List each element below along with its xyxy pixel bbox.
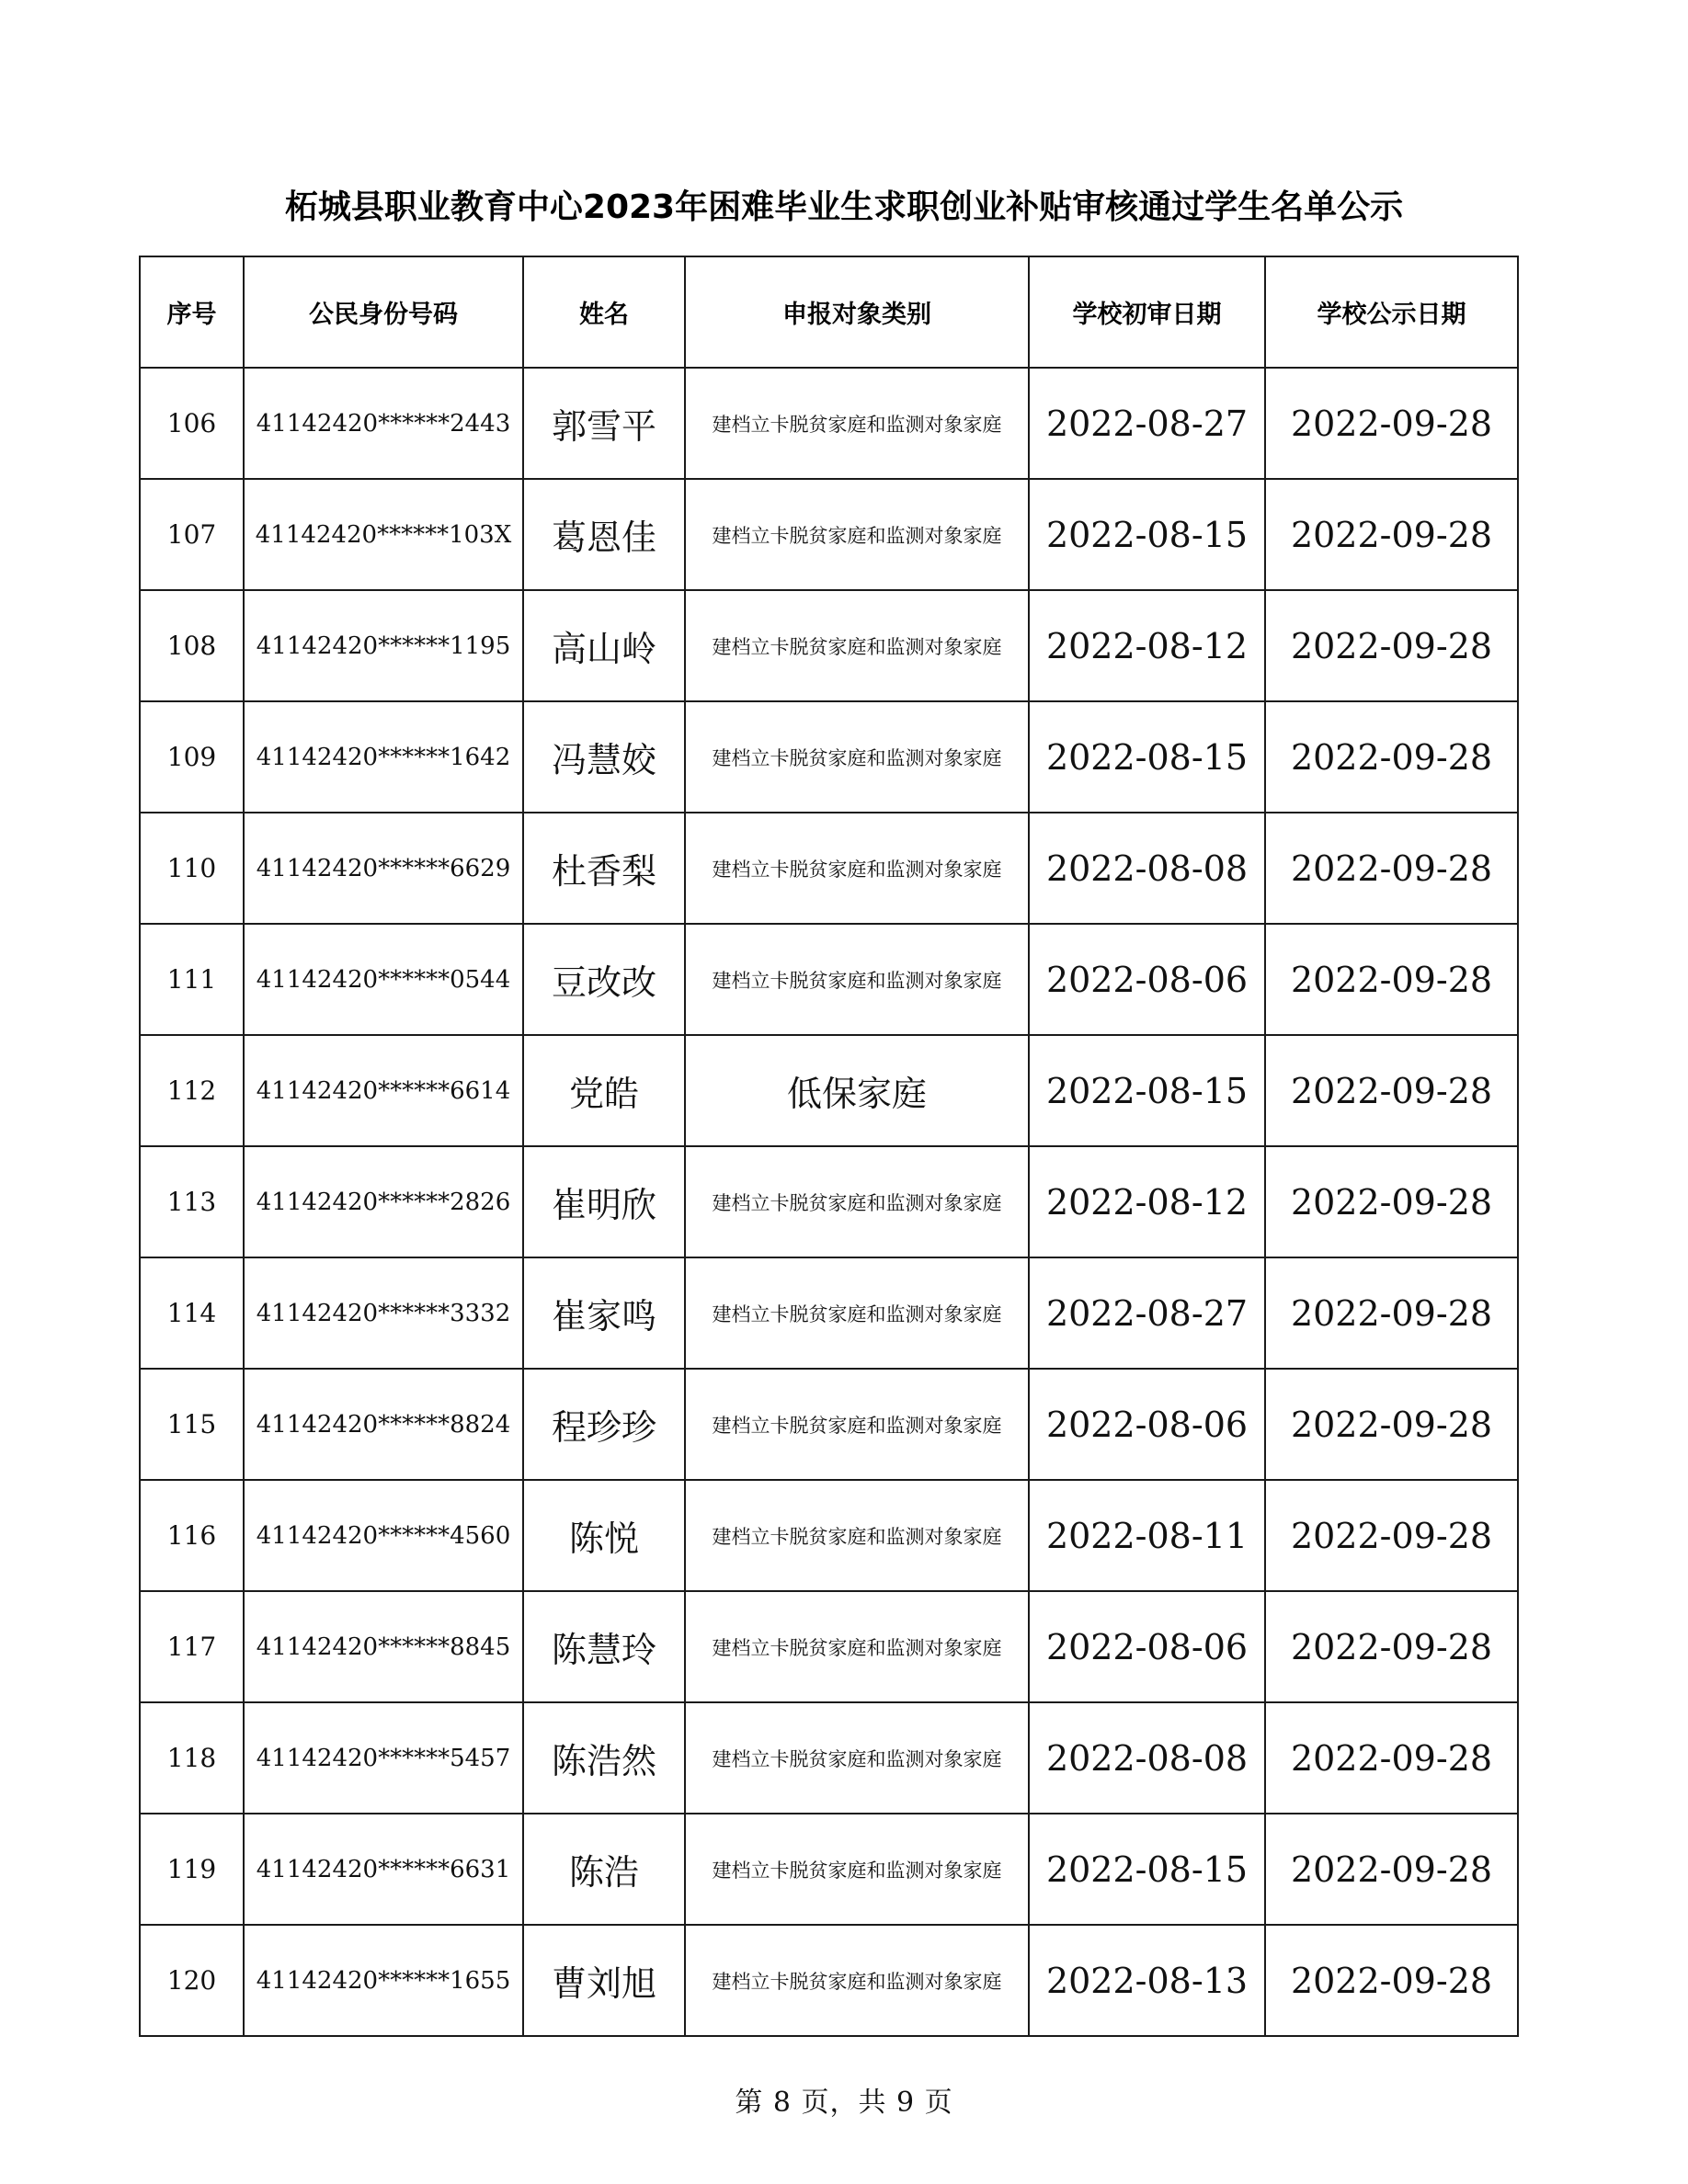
cell-category: 建档立卡脱贫家庭和监测对象家庭 <box>685 1814 1029 1925</box>
cell-id-number: 41142420******8824 <box>244 1369 523 1480</box>
cell-seq: 113 <box>140 1146 244 1257</box>
cell-review-date: 2022-08-12 <box>1029 590 1265 701</box>
cell-seq: 106 <box>140 368 244 479</box>
cell-publicize-date: 2022-09-28 <box>1265 1480 1518 1591</box>
cell-category: 低保家庭 <box>685 1035 1029 1146</box>
cell-seq: 111 <box>140 924 244 1035</box>
table-row <box>140 1814 1518 1925</box>
cell-id-number: 41142420******5457 <box>244 1702 523 1814</box>
table-row <box>140 1257 1518 1369</box>
cell-category: 建档立卡脱贫家庭和监测对象家庭 <box>685 701 1029 813</box>
cell-review-date: 2022-08-06 <box>1029 1369 1265 1480</box>
cell-id-number: 41142420******1195 <box>244 590 523 701</box>
cell-seq: 115 <box>140 1369 244 1480</box>
cell-id-number: 41142420******2443 <box>244 368 523 479</box>
cell-name: 杜香梨 <box>523 813 685 924</box>
cell-seq: 116 <box>140 1480 244 1591</box>
table-row <box>140 701 1518 813</box>
cell-seq: 112 <box>140 1035 244 1146</box>
cell-publicize-date: 2022-09-28 <box>1265 1257 1518 1369</box>
cell-seq: 109 <box>140 701 244 813</box>
cell-id-number: 41142420******2826 <box>244 1146 523 1257</box>
table-row <box>140 1035 1518 1146</box>
cell-seq: 108 <box>140 590 244 701</box>
cell-category: 建档立卡脱贫家庭和监测对象家庭 <box>685 813 1029 924</box>
cell-category: 建档立卡脱贫家庭和监测对象家庭 <box>685 1257 1029 1369</box>
cell-seq: 117 <box>140 1591 244 1702</box>
table-row <box>140 1702 1518 1814</box>
document-title: 柘城县职业教育中心2023年困难毕业生求职创业补贴审核通过学生名单公示 <box>284 188 1404 226</box>
cell-id-number: 41142420******6631 <box>244 1814 523 1925</box>
header-id-number: 公民身份号码 <box>244 256 523 368</box>
cell-name: 程珍珍 <box>523 1369 685 1480</box>
cell-seq: 114 <box>140 1257 244 1369</box>
table-row <box>140 813 1518 924</box>
cell-review-date: 2022-08-06 <box>1029 1591 1265 1702</box>
cell-review-date: 2022-08-27 <box>1029 1257 1265 1369</box>
cell-name: 陈浩然 <box>523 1702 685 1814</box>
cell-id-number: 41142420******8845 <box>244 1591 523 1702</box>
cell-name: 陈悦 <box>523 1480 685 1591</box>
table-row <box>140 1369 1518 1480</box>
cell-review-date: 2022-08-15 <box>1029 1035 1265 1146</box>
cell-publicize-date: 2022-09-28 <box>1265 1702 1518 1814</box>
cell-category: 建档立卡脱贫家庭和监测对象家庭 <box>685 1146 1029 1257</box>
cell-seq: 120 <box>140 1925 244 2036</box>
cell-review-date: 2022-08-15 <box>1029 1814 1265 1925</box>
cell-publicize-date: 2022-09-28 <box>1265 1146 1518 1257</box>
cell-publicize-date: 2022-09-28 <box>1265 590 1518 701</box>
cell-review-date: 2022-08-15 <box>1029 701 1265 813</box>
cell-id-number: 41142420******1655 <box>244 1925 523 2036</box>
table-row <box>140 479 1518 590</box>
cell-publicize-date: 2022-09-28 <box>1265 1814 1518 1925</box>
cell-review-date: 2022-08-11 <box>1029 1480 1265 1591</box>
cell-publicize-date: 2022-09-28 <box>1265 1369 1518 1480</box>
cell-category: 建档立卡脱贫家庭和监测对象家庭 <box>685 1480 1029 1591</box>
header-review-date: 学校初审日期 <box>1029 256 1265 368</box>
cell-publicize-date: 2022-09-28 <box>1265 1925 1518 2036</box>
table-row <box>140 368 1518 479</box>
cell-category: 建档立卡脱贫家庭和监测对象家庭 <box>685 479 1029 590</box>
cell-name: 葛恩佳 <box>523 479 685 590</box>
cell-publicize-date: 2022-09-28 <box>1265 1035 1518 1146</box>
table-row <box>140 1591 1518 1702</box>
table-row <box>140 924 1518 1035</box>
cell-name: 党皓 <box>523 1035 685 1146</box>
cell-name: 郭雪平 <box>523 368 685 479</box>
cell-id-number: 41142420******1642 <box>244 701 523 813</box>
cell-review-date: 2022-08-12 <box>1029 1146 1265 1257</box>
table-header-row <box>140 256 1518 368</box>
cell-name: 崔家鸣 <box>523 1257 685 1369</box>
cell-id-number: 41142420******6629 <box>244 813 523 924</box>
cell-publicize-date: 2022-09-28 <box>1265 813 1518 924</box>
cell-name: 曹刘旭 <box>523 1925 685 2036</box>
header-seq: 序号 <box>140 256 244 368</box>
cell-category: 建档立卡脱贫家庭和监测对象家庭 <box>685 1702 1029 1814</box>
cell-review-date: 2022-08-08 <box>1029 1702 1265 1814</box>
cell-category: 建档立卡脱贫家庭和监测对象家庭 <box>685 1925 1029 2036</box>
cell-name: 崔明欣 <box>523 1146 685 1257</box>
cell-publicize-date: 2022-09-28 <box>1265 924 1518 1035</box>
cell-id-number: 41142420******0544 <box>244 924 523 1035</box>
cell-review-date: 2022-08-08 <box>1029 813 1265 924</box>
student-roster-table <box>139 256 1519 2037</box>
table-row <box>140 1480 1518 1591</box>
cell-name: 豆改改 <box>523 924 685 1035</box>
cell-seq: 110 <box>140 813 244 924</box>
cell-category: 建档立卡脱贫家庭和监测对象家庭 <box>685 1591 1029 1702</box>
cell-review-date: 2022-08-27 <box>1029 368 1265 479</box>
cell-id-number: 41142420******3332 <box>244 1257 523 1369</box>
cell-category: 建档立卡脱贫家庭和监测对象家庭 <box>685 924 1029 1035</box>
cell-seq: 119 <box>140 1814 244 1925</box>
table-row <box>140 1925 1518 2036</box>
cell-id-number: 41142420******103X <box>244 479 523 590</box>
cell-publicize-date: 2022-09-28 <box>1265 1591 1518 1702</box>
cell-seq: 107 <box>140 479 244 590</box>
cell-review-date: 2022-08-13 <box>1029 1925 1265 2036</box>
cell-name: 陈浩 <box>523 1814 685 1925</box>
cell-id-number: 41142420******4560 <box>244 1480 523 1591</box>
page-number-footer: 第 8 页，共 9 页 <box>735 2087 953 2119</box>
header-category: 申报对象类别 <box>685 256 1029 368</box>
cell-name: 冯慧姣 <box>523 701 685 813</box>
cell-category: 建档立卡脱贫家庭和监测对象家庭 <box>685 368 1029 479</box>
cell-seq: 118 <box>140 1702 244 1814</box>
cell-name: 陈慧玲 <box>523 1591 685 1702</box>
cell-category: 建档立卡脱贫家庭和监测对象家庭 <box>685 1369 1029 1480</box>
table-row <box>140 1146 1518 1257</box>
cell-id-number: 41142420******6614 <box>244 1035 523 1146</box>
cell-review-date: 2022-08-15 <box>1029 479 1265 590</box>
cell-category: 建档立卡脱贫家庭和监测对象家庭 <box>685 590 1029 701</box>
table-row <box>140 590 1518 701</box>
header-publicize-date: 学校公示日期 <box>1265 256 1518 368</box>
cell-name: 高山岭 <box>523 590 685 701</box>
cell-publicize-date: 2022-09-28 <box>1265 368 1518 479</box>
cell-review-date: 2022-08-06 <box>1029 924 1265 1035</box>
header-name: 姓名 <box>523 256 685 368</box>
cell-publicize-date: 2022-09-28 <box>1265 479 1518 590</box>
cell-publicize-date: 2022-09-28 <box>1265 701 1518 813</box>
